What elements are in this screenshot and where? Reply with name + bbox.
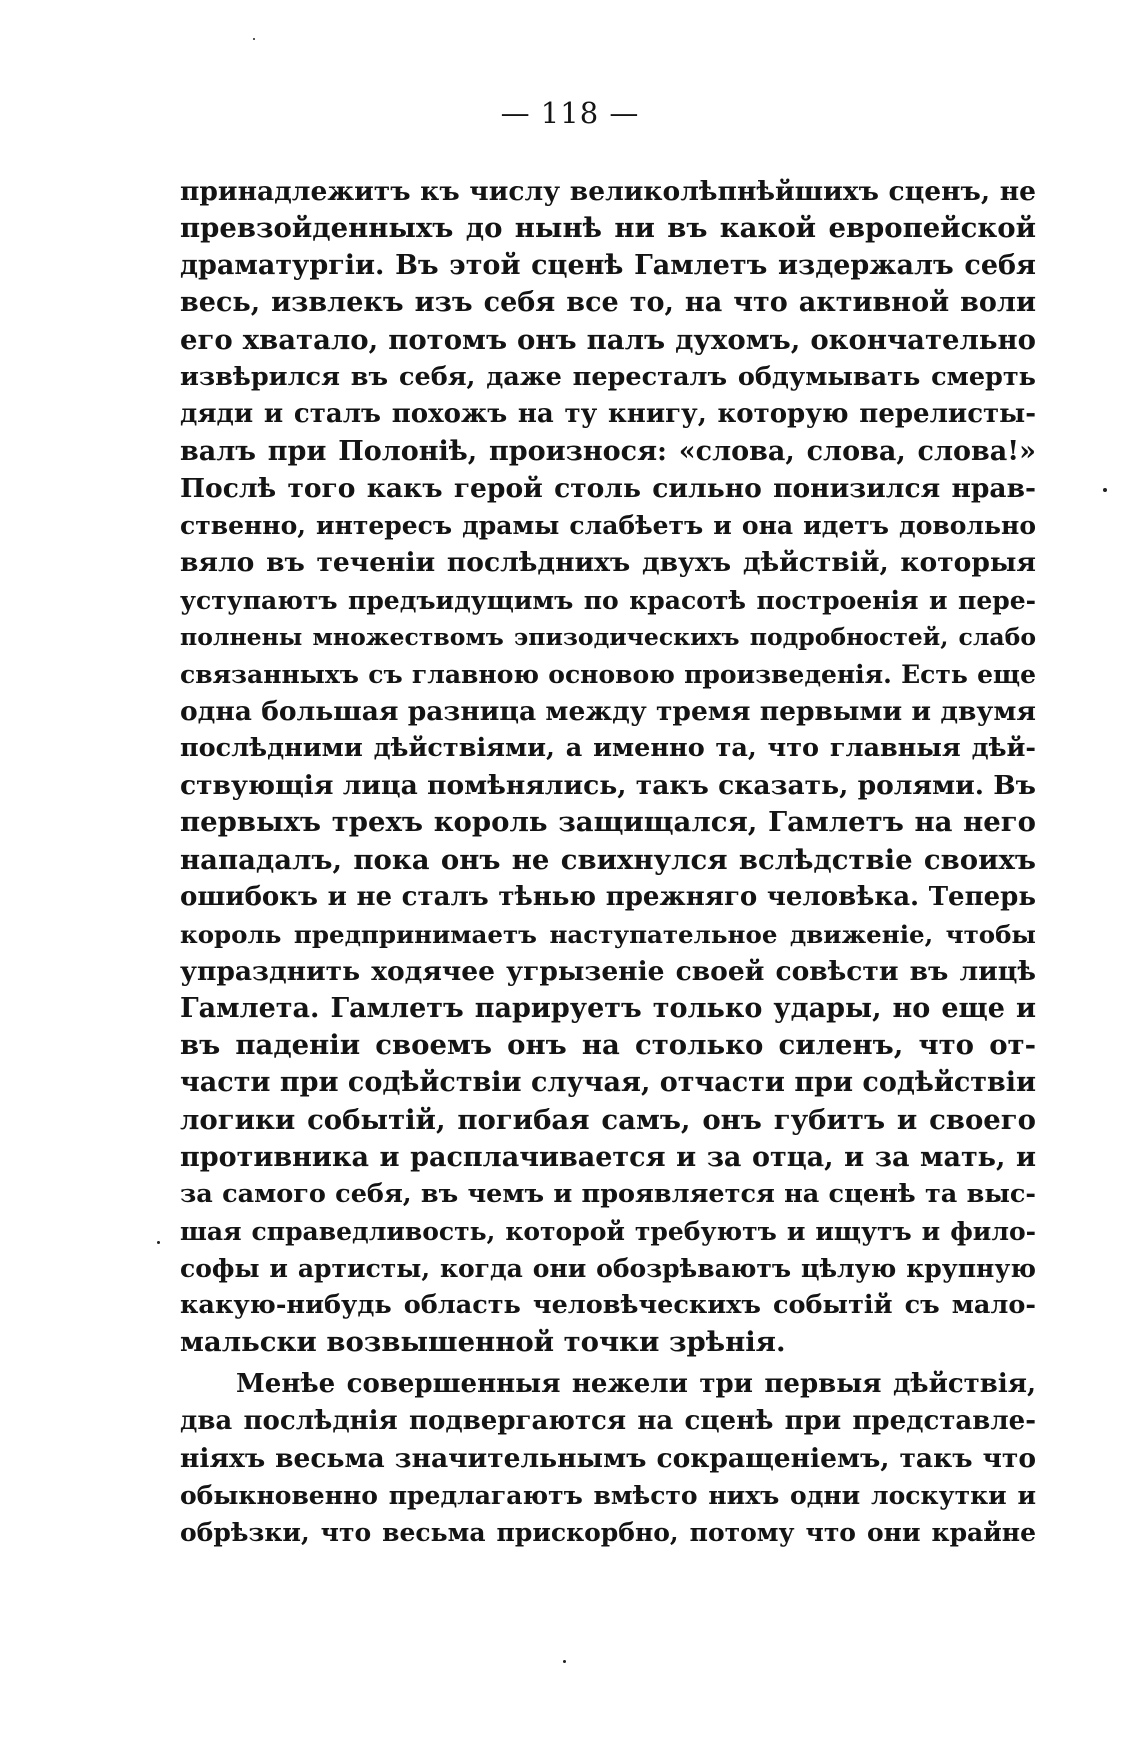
text-line: драматургіи. Въ этой сценѣ Гамлетъ издержалъ себя [180, 250, 1036, 282]
text-line: валъ при Полоніѣ, произнося: «слова, слова, слова!» [180, 435, 1036, 467]
text-line: противника и расплачивается и за отца, и за мать, и [180, 1141, 1036, 1173]
text-line: король предпринимаетъ наступательное движеніе, чтобы [180, 919, 1036, 949]
text-line: Послѣ того какъ герой столь сильно понизился нрав- [180, 473, 1036, 505]
text-line: одна большая разница между тремя первыми и двумя [180, 695, 1036, 727]
ink-speck [253, 38, 255, 40]
ink-speck [563, 1660, 566, 1663]
text-line: его хватало, потомъ онъ палъ духомъ, окончательно [180, 323, 1036, 356]
text-line: полнены множествомъ эпизодическихъ подробностей, слабо [180, 622, 1036, 651]
page-number: — 118 — [500, 96, 640, 130]
text-line: нападалъ, пока онъ не свихнулся вслѣдствіе своихъ [180, 843, 1036, 876]
text-line: принадлежитъ къ числу великолѣпнѣйшихъ сценъ, не [180, 176, 1036, 207]
text-line: два послѣднія подвергаются на сценѣ при представле- [180, 1405, 1036, 1436]
ink-speck [157, 1241, 160, 1244]
text-line: ошибокъ и не сталъ тѣнью прежняго человѣка. Теперь [180, 881, 1036, 912]
text-line: первыхъ трехъ король защищался, Гамлетъ на него [180, 806, 1036, 839]
text-line: упразднить ходячее угрызеніе своей совѣсти въ лицѣ [180, 955, 1036, 987]
paragraph-1 [180, 173, 1036, 1362]
text-line: ствующія лица помѣнялись, такъ сказать, ролями. Въ [180, 770, 1036, 802]
text-line: шая справедливость, которой требуютъ и ищутъ и фило- [180, 1216, 1036, 1246]
text-line: вяло въ теченіи послѣднихъ двухъ дѣйствій, которыя [180, 547, 1036, 579]
text-line: какую-нибудь область человѣческихъ событій съ мало- [180, 1290, 1036, 1321]
ink-speck [1103, 488, 1107, 492]
text-line: за самого себя, въ чемъ и проявляется на сценѣ та выс- [180, 1178, 1036, 1209]
text-line: софы и артисты, когда они обозрѣваютъ цѣлую крупную [180, 1254, 1036, 1284]
text-line: обрѣзки, что весьма прискорбно, потому что они крайне [180, 1518, 1036, 1548]
text-line: уступаютъ предъидущимъ по красотѣ построенія и пере- [180, 585, 1036, 615]
text-line: обыкновенно предлагаютъ вмѣсто нихъ одни лоскутки и [180, 1480, 1036, 1510]
text-line: въ паденіи своемъ онъ на столько силенъ, что от- [180, 1029, 1036, 1062]
text-line: извѣрился въ себя, даже пересталъ обдумывать смерть [180, 361, 1036, 392]
text-line: мальски возвышенной точки зрѣнія. [180, 1326, 786, 1359]
text-line: превзойденныхъ до нынѣ ни въ какой европейской [180, 212, 1036, 245]
text-line: связанныхъ съ главною основою произведенія. Есть еще [180, 659, 1036, 689]
text-line: ніяхъ весьма значительнымъ сокращеніемъ, такъ что [180, 1442, 1036, 1474]
paragraph-2 [180, 1366, 1036, 1552]
text-line: логики событій, погибая самъ, онъ губитъ и своего [180, 1103, 1036, 1136]
text-line: послѣдними дѣйствіями, а именно та, что главныя дѣй- [180, 733, 1036, 764]
text-line: весь, извлекъ изъ себя все то, на что активной воли [180, 287, 1036, 319]
text-line: Менѣе совершенныя нежели три первыя дѣйствія, [236, 1368, 1036, 1399]
text-line: дяди и сталъ похожъ на ту книгу, которую перелисты- [180, 398, 1036, 429]
body-text [180, 173, 1036, 1551]
text-line: ственно, интересъ драмы слабѣетъ и она идетъ довольно [180, 511, 1036, 541]
text-line: части при содѣйствіи случая, отчасти при содѣйствіи [180, 1067, 1036, 1099]
text-line: Гамлета. Гамлетъ парируетъ только удары, но еще и [180, 993, 1036, 1025]
